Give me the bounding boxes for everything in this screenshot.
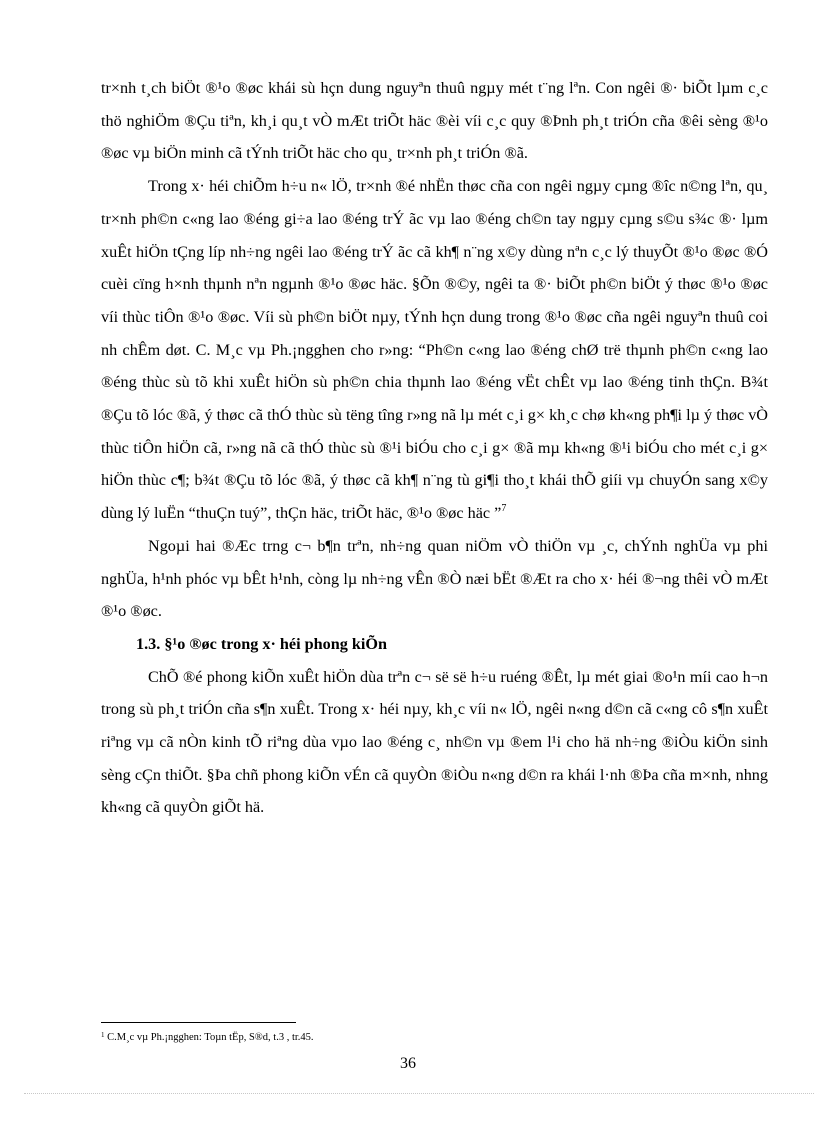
- paragraph-2: [101, 170, 768, 530]
- footnote-reference[interactable]: 7: [501, 503, 507, 515]
- footnote-number: 1: [101, 1031, 105, 1039]
- paragraph-1: tr×nh t¸ch biÖt ®¹o ®øc khái sù hçn dung nguyªn thuû ngµy mét t¨ng lªn. Con ngêi ®· biÕt lµm c¸c thö nghiÖm ®Çu tiªn, kh¸i qu¸t vÒ mÆt triÕt häc ®èi víi c¸c quy ®Þnh ph¸t triÓn cña ®êi sèng ®¹o ®øc vµ biÖn minh cã tÝnh triÕt häc cho qu¸ tr×nh ph¸t triÓn ®ã.: [101, 79, 768, 163]
- paragraph-3: Ngoµi hai ®Æc trng c¬ b¶n trªn, nh÷ng quan niÖm vÒ thiÖn vµ ¸c, chÝnh nghÜa vµ phi nghÜa, h¹nh phóc vµ bÊt h¹nh, còng lµ nh÷ng vÊn ®Ò næi bËt ®Æt ra cho x· héi ®¬ng thêi vÒ mÆt ®¹o ®øc.: [101, 536, 768, 621]
- footnote: [101, 1031, 768, 1045]
- paragraph-4: ChÕ ®é phong kiÕn xuÊt hiÖn dùa trªn c¬ së së h÷u ruéng ®Êt, lµ mét giai ®o¹n míi cao h¬n trong sù ph¸t triÓn cña s¶n xuÊt. Trong x· héi nµy, kh¸c víi n« lÖ, ngêi n«ng d©n cã c«ng cô s¶n xuÊt riªng vµ cã nÒn kinh tÕ riªng dùa vµo lao ®éng c¸ nh©n vµ ®em l¹i cho hä nh÷ng ®iÒu kiÖn sinh sèng cÇn thiÕt. §Þa chñ phong kiÕn vÉn cã quyÒn ®iÒu n«ng d©n ra khái l·nh ®Þa cña m×nh, nhng kh«ng cã quyÒn giÕt hä.: [101, 667, 768, 817]
- page-bottom-border: [24, 1093, 814, 1094]
- page-number: 36: [400, 1055, 416, 1072]
- footnote-separator: [101, 1022, 296, 1023]
- paragraph-2-text: Trong x· héi chiÕm h÷u n« lÖ, tr×nh ®é nhËn thøc cña con ngêi ngµy cµng ®îc n©ng lªn, qu¸ tr×nh ph©n c«ng lao ®éng gi÷a lao ®éng trÝ ãc vµ lao ®éng ch©n tay ngµy cµng s©u s¾c ®· lµm xuÊt hiÖn tÇng líp nh÷ng ngêi lao ®éng trÝ ãc cã kh¶ n¨ng x©y dùng nªn c¸c lý thuyÕt ®¹o ®øc ®Ó cuèi cïng h×nh thµnh nªn ngµnh ®¹o ®øc häc. §Õn ®©y, ngêi ta ®· biÕt ph©n biÖt ý thøc ®¹o ®øc víi thùc tiÔn ®¹o ®øc. Víi sù ph©n biÖt nµy, tÝnh hçn dung trong ®¹o ®øc cña ngêi nguyªn thuû coi nh chÊm døt. C. M¸c vµ Ph.¡ngghen cho r»ng: “Ph©n c«ng lao ®éng chØ trë thµnh ph©n c«ng lao ®éng thùc sù tõ khi xuÊt hiÖn sù ph©n chia thµnh lao ®éng vËt chÊt vµ lao ®éng tinh thÇn. B¾t ®Çu tõ lóc ®ã, ý thøc cã thÓ thùc sù tëng tîng r»ng nã lµ mét c¸i g× kh¸c chø kh«ng ph¶i lµ ý thøc vÒ thùc tiÔn hiÖn cã, r»ng nã cã thÓ thùc sù ®¹i biÓu cho c¸i g× ®ã mµ kh«ng ®¹i biÓu cho mét c¸i g× hiÖn thùc c¶; b¾t ®Çu tõ lóc ®ã, ý thøc cã kh¶ n¨ng tù gi¶i tho¸t khái thÕ giíi vµ chuyÓn sang x©y dùng lý luËn “thuÇn tuý”, thÇn häc, triÕt häc, ®¹o ®øc häc ”: [101, 177, 768, 523]
- body-text: [101, 72, 768, 824]
- footnote-text: C.M¸c vµ Ph.¡ngghen: Toµn tËp, S®d, t.3 , tr.45.: [107, 1032, 314, 1043]
- section-heading: 1.3. §¹o ®øc trong x· héi phong kiÕn: [136, 634, 387, 653]
